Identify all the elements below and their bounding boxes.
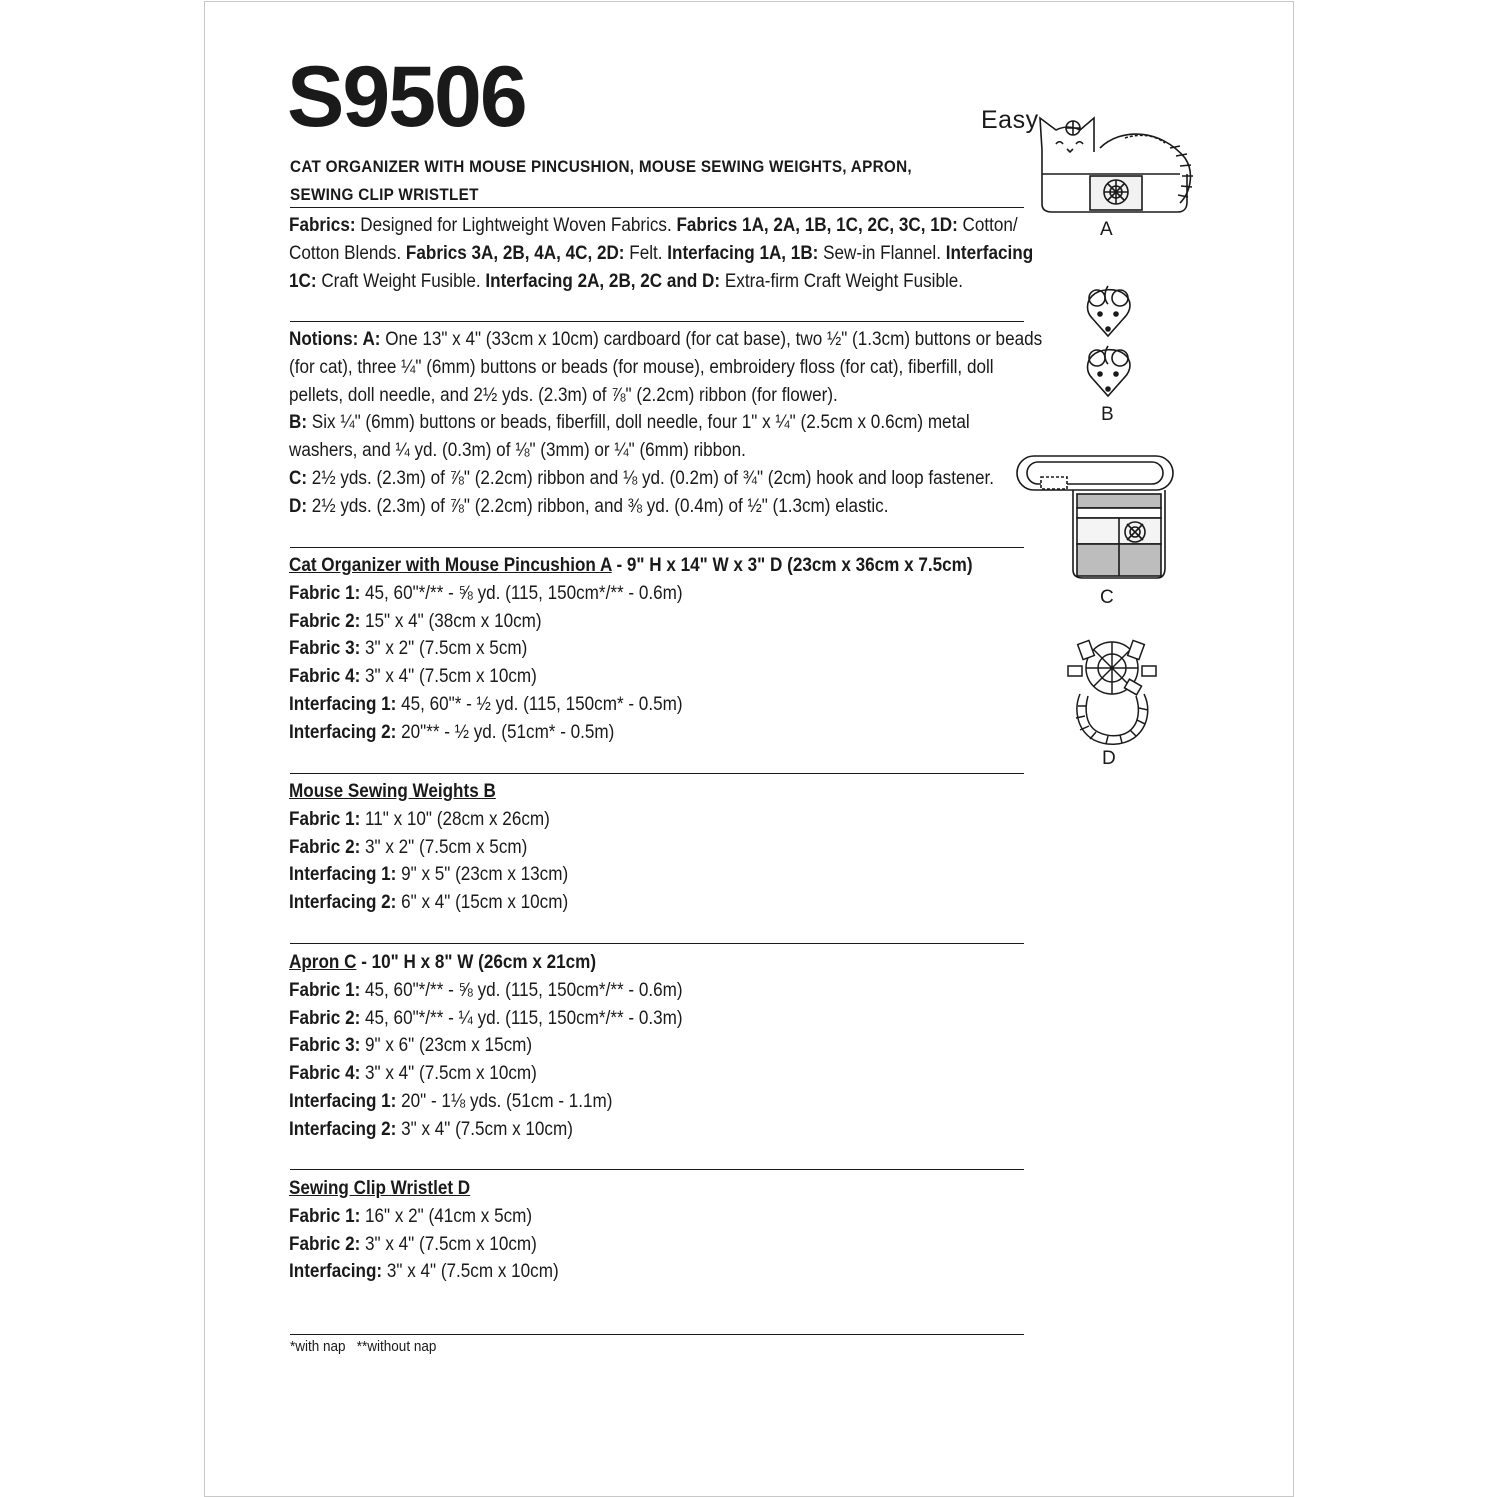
yardage-section-a <box>289 552 991 747</box>
yardage-value: 3" x 4" (7.5cm x 10cm) <box>360 666 537 688</box>
yardage-label: Interfacing 2: <box>289 892 397 914</box>
mouse-weight-icon <box>1082 282 1142 400</box>
fabrics-block <box>289 212 1034 295</box>
yardage-section-b <box>289 778 991 917</box>
yardage-value: 45, 60"*/** - ¼ yd. (115, 150cm*/** - 0.3m) <box>360 1007 683 1029</box>
yardage-value: 9" x 6" (23cm x 15cm) <box>360 1035 533 1057</box>
notions-block <box>289 326 1043 521</box>
yardage-label: Interfacing 1: <box>289 864 397 886</box>
yardage-label: Fabric 2: <box>289 610 361 632</box>
divider <box>290 773 1024 774</box>
fabrics-label: Fabrics: <box>289 215 356 236</box>
yardage-value: 16" x 2" (41cm x 5cm) <box>360 1205 533 1227</box>
notions-text: 2½ yds. (2.3m) of ⅞" (2.2cm) ribbon, and ⅜ yd. (0.4m) of ½" (1.3cm) elastic. <box>307 495 889 517</box>
fabrics-text: Cotton/ <box>957 215 1018 236</box>
cat-organizer-icon <box>1030 108 1200 216</box>
fabrics-key: Interfacing 2A, 2B, 2C and D: <box>485 270 721 292</box>
yardage-label: Fabric 1: <box>289 1205 361 1227</box>
fabrics-text: Felt. <box>624 242 668 264</box>
yardage-label: Fabric 1: <box>289 582 361 604</box>
yardage-label: Interfacing 2: <box>289 721 397 743</box>
yardage-label: Fabric 1: <box>289 808 361 830</box>
divider <box>290 943 1024 944</box>
yardage-label: Fabric 3: <box>289 638 361 660</box>
section-dims: - 10" H x 8" W (26cm x 21cm) <box>356 952 597 973</box>
yardage-label: Fabric 3: <box>289 1035 361 1057</box>
notions-text: washers, and ¼ yd. (0.3m) of ⅛" (3mm) or ¼" (6mm) ribbon. <box>289 440 746 462</box>
yardage-label: Interfacing: <box>289 1261 383 1283</box>
yardage-value: 3" x 4" (7.5cm x 10cm) <box>382 1261 559 1283</box>
yardage-label: Fabric 2: <box>289 836 361 858</box>
notions-text: Six ¼" (6mm) buttons or beads, fiberfill, doll needle, four 1" x ¼" (2.5cm x 0.6cm) metal <box>307 412 970 434</box>
footnote: *with nap **without nap <box>290 1338 437 1355</box>
yardage-label: Fabric 2: <box>289 1233 361 1255</box>
pattern-subtitle: CAT ORGANIZER WITH MOUSE PINCUSHION, MOUSE SEWING WEIGHTS, APRON, SEWING CLIP WRISTLET <box>290 157 912 204</box>
notions-view-label: C: <box>289 467 308 489</box>
fabrics-text: Craft Weight Fusible. <box>316 270 486 292</box>
view-label-b: B <box>1101 404 1114 425</box>
divider <box>290 207 1024 208</box>
section-dims: - 9" H x 14" W x 3" D (23cm x 36cm x 7.5cm) <box>611 555 973 576</box>
yardage-value: 45, 60"* - ½ yd. (115, 150cm* - 0.5m) <box>396 693 683 715</box>
fabrics-text: Designed for Lightweight Woven Fabrics. <box>355 215 677 236</box>
yardage-value: 11" x 10" (28cm x 26cm) <box>360 808 550 830</box>
fabrics-text: Cotton Blends. <box>289 242 406 264</box>
difficulty-label: Easy <box>981 106 1039 134</box>
notions-view-label: B: <box>289 412 308 434</box>
yardage-value: 20"** - ½ yd. (51cm* - 0.5m) <box>396 721 615 743</box>
yardage-value: 45, 60"*/** - ⅝ yd. (115, 150cm*/** - 0.6m) <box>360 979 683 1001</box>
notions-text: pellets, doll needle, and 2½ yds. (2.3m) of ⅞" (2.2cm) ribbon (for flower). <box>289 384 838 406</box>
divider <box>290 1169 1024 1170</box>
yardage-value: 3" x 2" (7.5cm x 5cm) <box>360 638 528 660</box>
yardage-label: Interfacing 2: <box>289 1118 397 1140</box>
yardage-value: 9" x 5" (23cm x 13cm) <box>396 864 569 886</box>
divider <box>290 1334 1024 1335</box>
notions-text: (for cat), three ¼" (6mm) buttons or beads (for mouse), embroidery floss (for cat), fiberfill, doll <box>289 356 994 378</box>
yardage-value: 20" - 1⅛ yds. (51cm - 1.1m) <box>396 1090 613 1112</box>
yardage-section-d <box>289 1175 991 1286</box>
view-label-a: A <box>1100 219 1113 240</box>
yardage-value: 3" x 4" (7.5cm x 10cm) <box>360 1233 537 1255</box>
notions-text: One 13" x 4" (33cm x 10cm) cardboard (for cat base), two ½" (1.3cm) buttons or beads <box>380 329 1043 350</box>
view-label-c: C <box>1100 587 1114 608</box>
yardage-value: 15" x 4" (38cm x 10cm) <box>360 610 542 632</box>
yardage-value: 6" x 4" (15cm x 10cm) <box>396 892 569 914</box>
fabrics-key: Interfacing <box>945 242 1034 264</box>
section-title: Mouse Sewing Weights B <box>289 781 496 802</box>
section-title: Apron C <box>289 952 357 973</box>
fabrics-key: Fabrics 1A, 2A, 1B, 1C, 2C, 3C, 1D: <box>676 215 958 236</box>
yardage-label: Interfacing 1: <box>289 1090 397 1112</box>
yardage-value: 3" x 4" (7.5cm x 10cm) <box>396 1118 573 1140</box>
divider <box>290 547 1024 548</box>
fabrics-key: Interfacing 1A, 1B: <box>667 242 819 264</box>
pattern-number: S9506 <box>287 49 526 145</box>
clip-wristlet-icon <box>1066 636 1158 746</box>
yardage-value: 3" x 4" (7.5cm x 10cm) <box>360 1063 537 1085</box>
fabrics-text: Extra-firm Craft Weight Fusible. <box>720 270 964 292</box>
notions-view-label: D: <box>289 495 308 517</box>
section-title: Sewing Clip Wristlet D <box>289 1178 471 1199</box>
yardage-value: 3" x 2" (7.5cm x 5cm) <box>360 836 528 858</box>
apron-icon <box>1015 452 1177 584</box>
notions-text: 2½ yds. (2.3m) of ⅞" (2.2cm) ribbon and ⅛ yd. (0.2m) of ¾" (2cm) hook and loop fastener. <box>307 467 995 489</box>
yardage-section-c <box>289 949 991 1144</box>
view-label-d: D <box>1102 748 1116 769</box>
yardage-label: Fabric 4: <box>289 1063 361 1085</box>
yardage-label: Fabric 2: <box>289 1007 361 1029</box>
divider <box>290 321 1024 322</box>
fabrics-key: 1C: <box>289 270 317 292</box>
fabrics-text: Sew-in Flannel. <box>818 242 946 264</box>
yardage-label: Interfacing 1: <box>289 693 397 715</box>
section-title: Cat Organizer with Mouse Pincushion A <box>289 555 612 576</box>
yardage-label: Fabric 1: <box>289 979 361 1001</box>
yardage-label: Fabric 4: <box>289 666 361 688</box>
fabrics-key: Fabrics 3A, 2B, 4A, 4C, 2D: <box>405 242 625 264</box>
yardage-value: 45, 60"*/** - ⅝ yd. (115, 150cm*/** - 0.6m) <box>360 582 683 604</box>
notions-label: Notions: A: <box>289 329 381 350</box>
